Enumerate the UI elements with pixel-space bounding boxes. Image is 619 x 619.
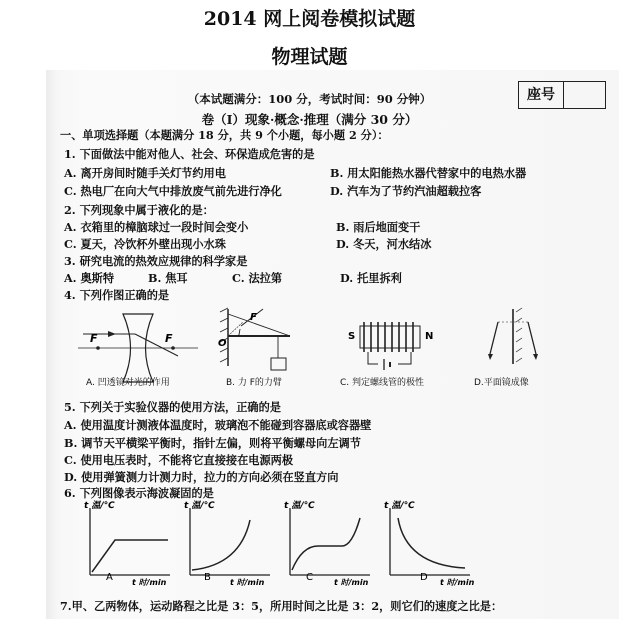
q1-option-a[interactable]: A. 离开房间时随手关灯节约用电 [64, 166, 226, 180]
figure-d-caption: D.平面镜成像 [474, 378, 529, 388]
graph-d-y-label: t 温/℃ [384, 501, 415, 511]
graph-b[interactable] [184, 500, 270, 587]
q2-option-d[interactable]: D. 冬天，河水结冰 [336, 237, 432, 251]
q5-option-d[interactable]: D. 使用弹簧测力计测力时，拉力的方向必须在竖直方向 [64, 470, 339, 484]
q3-option-b[interactable]: B. 焦耳 [148, 271, 188, 285]
graph-a[interactable] [84, 500, 170, 587]
figure-b-arm-label: l [238, 329, 241, 339]
volume-title: 卷（Ⅰ）现象·概念·推理（满分 30 分） [201, 112, 418, 127]
q5-stem: 5. 下列关于实验仪器的使用方法，正确的是 [64, 400, 281, 414]
q7-stem: 7.甲、乙两物体，运动路程之比是 3：5，所用时间之比是 3：2，则它们的速度之比是： [60, 599, 503, 613]
graph-d-letter: D [420, 572, 428, 583]
q4-figures [78, 304, 578, 386]
q3-option-d[interactable]: D. 托里拆利 [340, 271, 402, 285]
figure-c-south-label: S [348, 331, 356, 342]
figure-b-lever[interactable] [218, 308, 290, 370]
q3-option-a[interactable]: A. 奥斯特 [64, 271, 115, 285]
q3-stem: 3. 研究电流的热效应规律的科学家是 [64, 254, 248, 268]
graph-d-x-label: t 时/min [440, 578, 475, 587]
graph-c[interactable] [284, 500, 370, 587]
graph-b-x-label: t 时/min [230, 578, 265, 587]
q4-stem: 4. 下列作图正确的是 [64, 288, 170, 302]
q1-option-c[interactable]: C. 热电厂在向大气中排放废气前先进行净化 [64, 184, 282, 198]
graph-d[interactable] [384, 500, 475, 587]
q2-option-b[interactable]: B. 雨后地面变干 [336, 220, 421, 234]
q6-graphs [80, 500, 580, 592]
figure-c-north-label: N [425, 331, 434, 342]
q1-option-b[interactable]: B. 用太阳能热水器代替家中的电热水器 [330, 166, 527, 180]
q1-stem: 1. 下面做法中能对他人、社会、环保造成危害的是 [64, 147, 315, 161]
q5-option-b[interactable]: B. 调节天平横梁平衡时，指针左偏，则将平衡螺母向左调节 [64, 436, 361, 450]
q3-option-c[interactable]: C. 法拉第 [232, 271, 283, 285]
q6-stem: 6. 下列图像表示海波凝固的是 [64, 486, 214, 500]
figure-c-caption: C. 判定螺线管的极性 [340, 378, 425, 388]
graph-a-letter: A [106, 572, 113, 583]
figure-a-caption: A. 凹透镜对光的作用 [86, 378, 170, 388]
graph-a-x-label: t 时/min [132, 578, 167, 587]
exam-info: （本试题满分：100 分，考试时间：90 分钟） [187, 92, 432, 106]
q1-option-d[interactable]: D. 汽车为了节约汽油超载拉客 [330, 184, 482, 198]
figure-b-force-label: F [250, 312, 257, 323]
figure-a-concave-lens[interactable] [78, 314, 198, 382]
exam-title: 2014 网上阅卷模拟试题 [203, 8, 416, 30]
q2-stem: 2. 下列现象中属于液化的是： [64, 203, 214, 217]
graph-c-x-label: t 时/min [334, 578, 369, 587]
figure-b-pivot-label: O [218, 338, 227, 349]
q5-option-a[interactable]: A. 使用温度计测液体温度时，玻璃泡不能碰到容器底或容器壁 [64, 418, 372, 432]
figure-a-f-right: F [165, 332, 173, 345]
q2-option-c[interactable]: C. 夏天，冷饮杯外壁出现小水珠 [64, 237, 226, 251]
seat-label: 座号 [519, 82, 564, 108]
graph-c-letter: C [306, 572, 313, 583]
graph-a-y-label: t 温/℃ [84, 501, 115, 511]
figure-d-plane-mirror[interactable] [488, 308, 538, 364]
graph-b-y-label: t 温/℃ [184, 501, 215, 511]
figure-a-f-left: F [90, 332, 98, 345]
section-one-heading: 一、单项选择题（本题满分 18 分，共 9 个小题，每小题 2 分）： [60, 128, 389, 142]
figure-b-caption: B. 力 F的力臂 [226, 378, 282, 388]
graph-b-letter: B [204, 572, 211, 583]
exam-subtitle: 物理试题 [271, 46, 348, 68]
q2-option-a[interactable]: A. 衣箱里的樟脑球过一段时间会变小 [64, 220, 249, 234]
figure-c-solenoid[interactable] [348, 322, 433, 370]
q5-option-c[interactable]: C. 使用电压表时，不能将它直接接在电源两极 [64, 453, 294, 467]
graph-c-y-label: t 温/℃ [284, 501, 315, 511]
